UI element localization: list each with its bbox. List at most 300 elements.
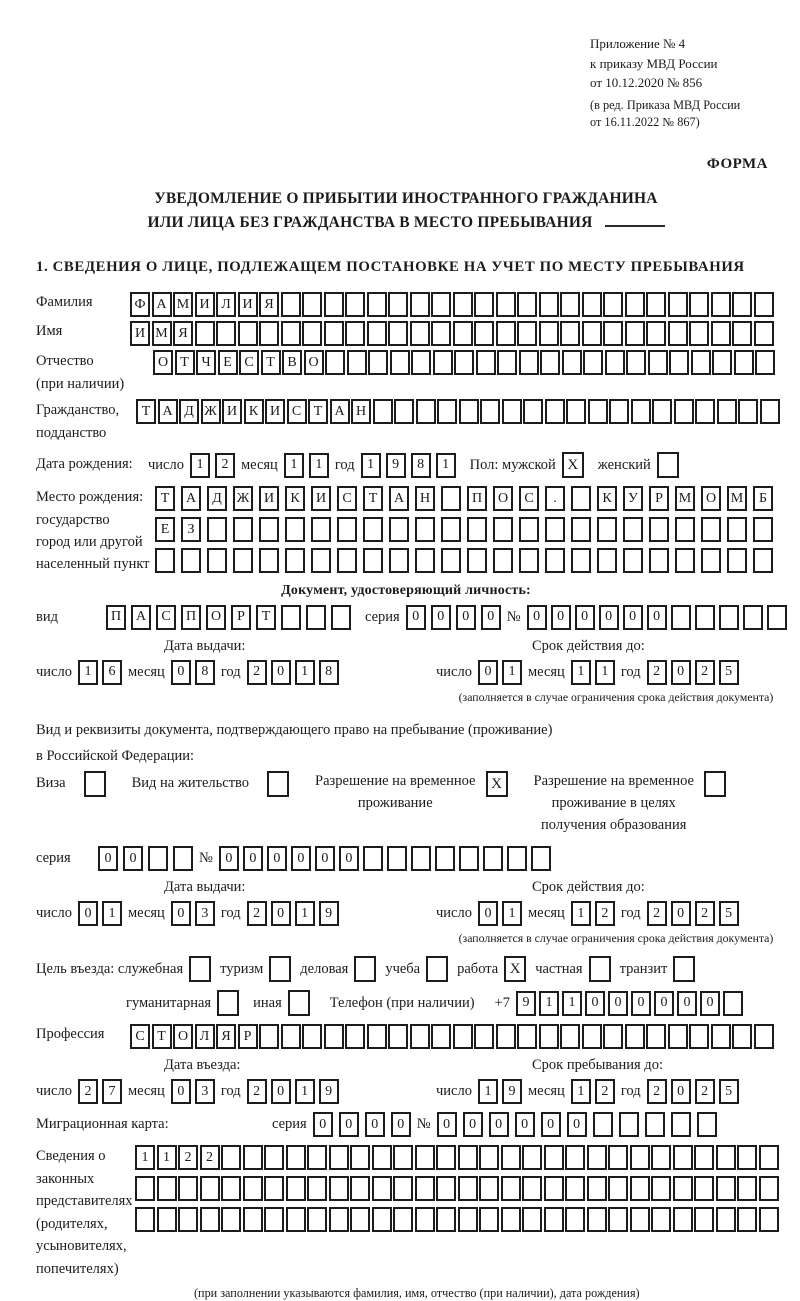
char-cell[interactable]: 1 <box>502 901 522 926</box>
char-cell[interactable] <box>701 548 721 573</box>
char-cell[interactable]: О <box>173 1024 193 1049</box>
char-cell[interactable] <box>668 321 688 346</box>
char-cell[interactable] <box>467 517 487 542</box>
char-cell[interactable] <box>195 321 215 346</box>
char-cell[interactable]: 0 <box>541 1112 561 1137</box>
temp-residence-education-checkbox[interactable] <box>704 771 726 797</box>
char-cell[interactable]: 2 <box>647 1079 667 1104</box>
char-cell[interactable]: Т <box>155 486 175 511</box>
char-cell[interactable]: Я <box>173 321 193 346</box>
residence-permit-checkbox[interactable] <box>267 771 289 797</box>
char-cell[interactable] <box>603 292 623 317</box>
char-cell[interactable] <box>238 321 258 346</box>
char-cell[interactable] <box>717 399 737 424</box>
char-cell[interactable] <box>394 399 414 424</box>
char-cell[interactable] <box>221 1207 241 1232</box>
char-cell[interactable]: 0 <box>585 991 605 1016</box>
char-cell[interactable] <box>135 1176 155 1201</box>
char-cell[interactable]: 2 <box>78 1079 98 1104</box>
char-cell[interactable] <box>562 350 582 375</box>
char-cell[interactable]: Т <box>175 350 195 375</box>
char-cell[interactable] <box>507 846 527 871</box>
char-cell[interactable] <box>689 321 709 346</box>
char-cell[interactable] <box>695 399 715 424</box>
char-cell[interactable] <box>502 399 522 424</box>
char-cell[interactable] <box>689 1024 709 1049</box>
char-cell[interactable] <box>560 1024 580 1049</box>
char-cell[interactable] <box>753 548 773 573</box>
char-cell[interactable] <box>178 1176 198 1201</box>
char-cell[interactable] <box>302 1024 322 1049</box>
char-cell[interactable] <box>173 846 193 871</box>
char-cell[interactable] <box>711 321 731 346</box>
char-cell[interactable] <box>415 1176 435 1201</box>
char-cell[interactable] <box>390 350 410 375</box>
char-cell[interactable]: 0 <box>271 901 291 926</box>
char-cell[interactable]: 0 <box>171 660 191 685</box>
char-cell[interactable] <box>737 1176 757 1201</box>
char-cell[interactable]: И <box>311 486 331 511</box>
char-cell[interactable] <box>281 1024 301 1049</box>
char-cell[interactable] <box>716 1176 736 1201</box>
char-cell[interactable] <box>522 1207 542 1232</box>
purpose-work-checkbox[interactable]: X <box>504 956 526 982</box>
char-cell[interactable] <box>497 350 517 375</box>
char-cell[interactable]: Н <box>351 399 371 424</box>
char-cell[interactable]: 1 <box>595 660 615 685</box>
char-cell[interactable]: Р <box>649 486 669 511</box>
char-cell[interactable] <box>431 292 451 317</box>
char-cell[interactable]: 0 <box>463 1112 483 1137</box>
char-cell[interactable] <box>368 350 388 375</box>
char-cell[interactable]: 0 <box>631 991 651 1016</box>
char-cell[interactable] <box>517 321 537 346</box>
char-cell[interactable]: 0 <box>406 605 426 630</box>
char-cell[interactable]: Л <box>216 292 236 317</box>
char-cell[interactable]: З <box>181 517 201 542</box>
char-cell[interactable] <box>593 1112 613 1137</box>
char-cell[interactable] <box>646 321 666 346</box>
char-cell[interactable]: 0 <box>243 846 263 871</box>
char-cell[interactable]: У <box>623 486 643 511</box>
char-cell[interactable] <box>674 399 694 424</box>
char-cell[interactable] <box>389 517 409 542</box>
char-cell[interactable] <box>454 350 474 375</box>
char-cell[interactable] <box>302 321 322 346</box>
char-cell[interactable] <box>645 1112 665 1137</box>
char-cell[interactable] <box>652 399 672 424</box>
char-cell[interactable] <box>669 350 689 375</box>
char-cell[interactable]: 1 <box>295 660 315 685</box>
char-cell[interactable] <box>623 548 643 573</box>
char-cell[interactable]: 0 <box>365 1112 385 1137</box>
char-cell[interactable] <box>519 548 539 573</box>
char-cell[interactable]: Е <box>218 350 238 375</box>
char-cell[interactable]: 0 <box>677 991 697 1016</box>
char-cell[interactable]: 1 <box>478 1079 498 1104</box>
char-cell[interactable] <box>306 605 326 630</box>
char-cell[interactable]: А <box>152 292 172 317</box>
char-cell[interactable] <box>697 1112 717 1137</box>
char-cell[interactable]: И <box>265 399 285 424</box>
char-cell[interactable]: А <box>330 399 350 424</box>
char-cell[interactable]: 1 <box>361 453 381 478</box>
char-cell[interactable] <box>474 1024 494 1049</box>
char-cell[interactable]: А <box>131 605 151 630</box>
visa-checkbox[interactable] <box>84 771 106 797</box>
char-cell[interactable] <box>651 1145 671 1170</box>
char-cell[interactable]: 0 <box>456 605 476 630</box>
char-cell[interactable]: 0 <box>489 1112 509 1137</box>
char-cell[interactable] <box>711 292 731 317</box>
char-cell[interactable] <box>523 399 543 424</box>
char-cell[interactable] <box>754 292 774 317</box>
char-cell[interactable] <box>393 1207 413 1232</box>
char-cell[interactable] <box>324 321 344 346</box>
char-cell[interactable] <box>259 1024 279 1049</box>
char-cell[interactable] <box>760 399 780 424</box>
char-cell[interactable]: Р <box>238 1024 258 1049</box>
char-cell[interactable]: 0 <box>551 605 571 630</box>
char-cell[interactable] <box>767 605 787 630</box>
purpose-business-checkbox[interactable] <box>354 956 376 982</box>
char-cell[interactable]: Б <box>753 486 773 511</box>
char-cell[interactable]: 0 <box>647 605 667 630</box>
char-cell[interactable] <box>588 399 608 424</box>
char-cell[interactable] <box>350 1207 370 1232</box>
char-cell[interactable] <box>363 846 383 871</box>
char-cell[interactable]: 1 <box>539 991 559 1016</box>
char-cell[interactable] <box>479 1176 499 1201</box>
char-cell[interactable]: 1 <box>295 1079 315 1104</box>
char-cell[interactable]: 0 <box>171 901 191 926</box>
char-cell[interactable] <box>727 517 747 542</box>
char-cell[interactable]: А <box>181 486 201 511</box>
char-cell[interactable]: 2 <box>247 901 267 926</box>
char-cell[interactable] <box>216 321 236 346</box>
char-cell[interactable] <box>388 321 408 346</box>
char-cell[interactable] <box>367 1024 387 1049</box>
char-cell[interactable] <box>411 350 431 375</box>
char-cell[interactable]: Я <box>259 292 279 317</box>
char-cell[interactable] <box>501 1176 521 1201</box>
char-cell[interactable] <box>458 1176 478 1201</box>
char-cell[interactable]: Т <box>136 399 156 424</box>
purpose-private-checkbox[interactable] <box>589 956 611 982</box>
char-cell[interactable]: 2 <box>695 660 715 685</box>
char-cell[interactable]: К <box>597 486 617 511</box>
char-cell[interactable] <box>388 1024 408 1049</box>
purpose-humanitarian-checkbox[interactable] <box>217 990 239 1016</box>
char-cell[interactable] <box>626 350 646 375</box>
char-cell[interactable]: 0 <box>271 1079 291 1104</box>
char-cell[interactable] <box>157 1207 177 1232</box>
char-cell[interactable] <box>345 321 365 346</box>
char-cell[interactable] <box>694 1176 714 1201</box>
char-cell[interactable] <box>337 517 357 542</box>
char-cell[interactable] <box>281 321 301 346</box>
char-cell[interactable] <box>759 1145 779 1170</box>
char-cell[interactable] <box>571 517 591 542</box>
char-cell[interactable]: 0 <box>437 1112 457 1137</box>
char-cell[interactable] <box>264 1176 284 1201</box>
char-cell[interactable] <box>522 1145 542 1170</box>
char-cell[interactable] <box>411 846 431 871</box>
char-cell[interactable]: Ж <box>233 486 253 511</box>
char-cell[interactable]: 1 <box>309 453 329 478</box>
char-cell[interactable] <box>286 1207 306 1232</box>
char-cell[interactable]: 0 <box>567 1112 587 1137</box>
char-cell[interactable]: Л <box>195 1024 215 1049</box>
char-cell[interactable] <box>651 1176 671 1201</box>
char-cell[interactable] <box>716 1207 736 1232</box>
char-cell[interactable] <box>695 605 715 630</box>
char-cell[interactable] <box>668 292 688 317</box>
char-cell[interactable] <box>738 399 758 424</box>
char-cell[interactable] <box>649 517 669 542</box>
char-cell[interactable] <box>311 548 331 573</box>
char-cell[interactable] <box>675 517 695 542</box>
char-cell[interactable] <box>754 321 774 346</box>
char-cell[interactable] <box>135 1207 155 1232</box>
char-cell[interactable]: Р <box>231 605 251 630</box>
char-cell[interactable] <box>496 1024 516 1049</box>
char-cell[interactable] <box>759 1176 779 1201</box>
char-cell[interactable] <box>625 1024 645 1049</box>
char-cell[interactable] <box>539 321 559 346</box>
char-cell[interactable] <box>329 1207 349 1232</box>
char-cell[interactable] <box>723 991 743 1016</box>
char-cell[interactable] <box>571 486 591 511</box>
char-cell[interactable] <box>519 350 539 375</box>
char-cell[interactable]: 1 <box>157 1145 177 1170</box>
char-cell[interactable]: 0 <box>431 605 451 630</box>
char-cell[interactable] <box>372 1176 392 1201</box>
temp-residence-checkbox[interactable]: X <box>486 771 508 797</box>
char-cell[interactable]: 3 <box>195 901 215 926</box>
char-cell[interactable] <box>755 350 775 375</box>
char-cell[interactable] <box>480 399 500 424</box>
char-cell[interactable] <box>441 486 461 511</box>
char-cell[interactable]: 0 <box>515 1112 535 1137</box>
char-cell[interactable]: 0 <box>599 605 619 630</box>
char-cell[interactable]: А <box>158 399 178 424</box>
char-cell[interactable]: 9 <box>386 453 406 478</box>
char-cell[interactable] <box>281 605 301 630</box>
char-cell[interactable] <box>148 846 168 871</box>
char-cell[interactable] <box>587 1207 607 1232</box>
char-cell[interactable] <box>415 548 435 573</box>
char-cell[interactable] <box>582 321 602 346</box>
char-cell[interactable] <box>207 548 227 573</box>
char-cell[interactable]: О <box>206 605 226 630</box>
char-cell[interactable]: 9 <box>319 901 339 926</box>
char-cell[interactable] <box>597 548 617 573</box>
char-cell[interactable] <box>608 1207 628 1232</box>
char-cell[interactable]: 1 <box>102 901 122 926</box>
char-cell[interactable]: О <box>153 350 173 375</box>
char-cell[interactable] <box>233 517 253 542</box>
char-cell[interactable] <box>609 399 629 424</box>
char-cell[interactable] <box>350 1176 370 1201</box>
char-cell[interactable] <box>453 292 473 317</box>
char-cell[interactable] <box>286 1176 306 1201</box>
char-cell[interactable]: 8 <box>195 660 215 685</box>
char-cell[interactable] <box>619 1112 639 1137</box>
char-cell[interactable] <box>324 1024 344 1049</box>
char-cell[interactable]: 9 <box>502 1079 522 1104</box>
char-cell[interactable] <box>737 1207 757 1232</box>
char-cell[interactable] <box>646 292 666 317</box>
char-cell[interactable] <box>329 1145 349 1170</box>
char-cell[interactable] <box>689 292 709 317</box>
char-cell[interactable]: 0 <box>78 901 98 926</box>
char-cell[interactable] <box>759 1207 779 1232</box>
char-cell[interactable] <box>459 399 479 424</box>
char-cell[interactable]: 3 <box>195 1079 215 1104</box>
char-cell[interactable] <box>732 1024 752 1049</box>
char-cell[interactable]: Т <box>256 605 276 630</box>
char-cell[interactable]: 0 <box>671 1079 691 1104</box>
char-cell[interactable] <box>743 605 763 630</box>
char-cell[interactable] <box>307 1176 327 1201</box>
char-cell[interactable]: Д <box>207 486 227 511</box>
char-cell[interactable]: Т <box>261 350 281 375</box>
char-cell[interactable] <box>565 1207 585 1232</box>
char-cell[interactable]: 0 <box>267 846 287 871</box>
char-cell[interactable]: 5 <box>719 660 739 685</box>
char-cell[interactable] <box>587 1145 607 1170</box>
char-cell[interactable] <box>734 350 754 375</box>
char-cell[interactable]: О <box>493 486 513 511</box>
char-cell[interactable]: И <box>259 486 279 511</box>
char-cell[interactable] <box>459 846 479 871</box>
char-cell[interactable] <box>415 1207 435 1232</box>
char-cell[interactable]: 1 <box>571 1079 591 1104</box>
char-cell[interactable]: 2 <box>695 1079 715 1104</box>
char-cell[interactable]: 0 <box>527 605 547 630</box>
char-cell[interactable]: 0 <box>671 901 691 926</box>
char-cell[interactable] <box>675 548 695 573</box>
char-cell[interactable]: 0 <box>478 901 498 926</box>
char-cell[interactable] <box>668 1024 688 1049</box>
char-cell[interactable]: К <box>244 399 264 424</box>
char-cell[interactable] <box>522 1176 542 1201</box>
char-cell[interactable] <box>307 1207 327 1232</box>
char-cell[interactable] <box>544 1145 564 1170</box>
char-cell[interactable] <box>311 517 331 542</box>
char-cell[interactable]: 2 <box>215 453 235 478</box>
char-cell[interactable] <box>363 517 383 542</box>
char-cell[interactable]: Д <box>179 399 199 424</box>
char-cell[interactable] <box>608 1176 628 1201</box>
char-cell[interactable]: 5 <box>719 901 739 926</box>
char-cell[interactable] <box>517 1024 537 1049</box>
char-cell[interactable]: 1 <box>436 453 456 478</box>
char-cell[interactable] <box>582 1024 602 1049</box>
char-cell[interactable] <box>200 1207 220 1232</box>
char-cell[interactable]: Я <box>216 1024 236 1049</box>
char-cell[interactable] <box>221 1145 241 1170</box>
char-cell[interactable] <box>243 1176 263 1201</box>
char-cell[interactable] <box>435 846 455 871</box>
char-cell[interactable]: П <box>181 605 201 630</box>
char-cell[interactable] <box>243 1207 263 1232</box>
char-cell[interactable]: 0 <box>271 660 291 685</box>
char-cell[interactable] <box>388 292 408 317</box>
char-cell[interactable] <box>307 1145 327 1170</box>
char-cell[interactable] <box>479 1207 499 1232</box>
char-cell[interactable]: 0 <box>291 846 311 871</box>
char-cell[interactable] <box>651 1207 671 1232</box>
char-cell[interactable] <box>436 1145 456 1170</box>
char-cell[interactable]: О <box>701 486 721 511</box>
char-cell[interactable] <box>712 350 732 375</box>
char-cell[interactable] <box>673 1207 693 1232</box>
char-cell[interactable] <box>719 605 739 630</box>
char-cell[interactable]: 0 <box>654 991 674 1016</box>
char-cell[interactable]: 2 <box>647 660 667 685</box>
char-cell[interactable]: П <box>467 486 487 511</box>
char-cell[interactable] <box>583 350 603 375</box>
char-cell[interactable]: 6 <box>102 660 122 685</box>
char-cell[interactable] <box>415 1145 435 1170</box>
char-cell[interactable]: И <box>238 292 258 317</box>
char-cell[interactable] <box>560 321 580 346</box>
char-cell[interactable]: 0 <box>575 605 595 630</box>
char-cell[interactable]: 0 <box>98 846 118 871</box>
char-cell[interactable]: 2 <box>595 1079 615 1104</box>
char-cell[interactable] <box>363 548 383 573</box>
sex-female-checkbox[interactable] <box>657 452 679 478</box>
char-cell[interactable]: 0 <box>700 991 720 1016</box>
char-cell[interactable]: 1 <box>295 901 315 926</box>
char-cell[interactable] <box>496 292 516 317</box>
char-cell[interactable] <box>479 1145 499 1170</box>
char-cell[interactable]: Т <box>152 1024 172 1049</box>
char-cell[interactable] <box>545 548 565 573</box>
char-cell[interactable] <box>372 1207 392 1232</box>
char-cell[interactable] <box>545 517 565 542</box>
char-cell[interactable] <box>325 350 345 375</box>
char-cell[interactable] <box>673 1145 693 1170</box>
char-cell[interactable] <box>630 1176 650 1201</box>
char-cell[interactable] <box>694 1145 714 1170</box>
char-cell[interactable] <box>571 548 591 573</box>
char-cell[interactable] <box>259 517 279 542</box>
char-cell[interactable] <box>387 846 407 871</box>
char-cell[interactable] <box>540 350 560 375</box>
char-cell[interactable] <box>646 1024 666 1049</box>
char-cell[interactable]: 2 <box>695 901 715 926</box>
char-cell[interactable] <box>566 399 586 424</box>
char-cell[interactable]: 1 <box>78 660 98 685</box>
char-cell[interactable] <box>608 1145 628 1170</box>
char-cell[interactable]: 1 <box>562 991 582 1016</box>
char-cell[interactable] <box>436 1176 456 1201</box>
char-cell[interactable]: Е <box>155 517 175 542</box>
purpose-other-checkbox[interactable] <box>288 990 310 1016</box>
char-cell[interactable] <box>285 517 305 542</box>
char-cell[interactable] <box>623 517 643 542</box>
char-cell[interactable] <box>372 1145 392 1170</box>
char-cell[interactable]: 1 <box>135 1145 155 1170</box>
char-cell[interactable] <box>754 1024 774 1049</box>
char-cell[interactable] <box>474 321 494 346</box>
char-cell[interactable]: Т <box>308 399 328 424</box>
char-cell[interactable]: 7 <box>102 1079 122 1104</box>
char-cell[interactable] <box>431 321 451 346</box>
